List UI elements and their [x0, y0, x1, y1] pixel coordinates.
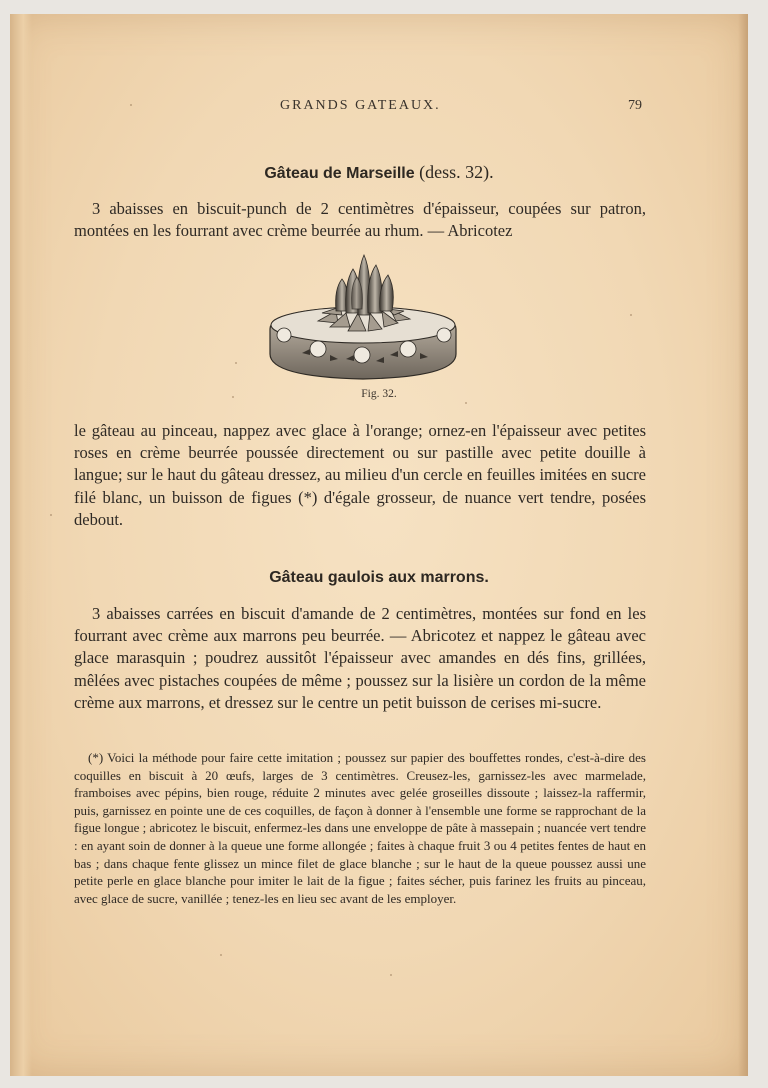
- page-number: 79: [628, 98, 642, 113]
- recipe-marseille-paragraph-2: le gâteau au pinceau, nappez avec glace à l'orange; ornez-en l'épaisseur avec petites roses en crème beurrée poussée directement ou sur pastille avec petite douille à langue; sur le haut du gâteau dressez, au milieu d'un cercle en feuilles imitées en sucre filé blanc, un buisson de figues (*) d'égale grosseur, de nuance vert tendre, posées debout.: [74, 421, 646, 529]
- footnote: (*) Voici la méthode pour faire cette imitation ; poussez sur papier des bouffettes rondes, c'est-à-dire des coquilles en biscuit à 20 œufs, larges de 3 centimètres. Creusez-les, garnissez-les avec marmelade, framboises avec pépins, bien rouge, réduite 2 minutes avec gelée groseilles dissoute ; laissez-la raffermir, puis, garnissez en pointe une de ces coquilles, de façon à donner à l'ensemble une forme se rapprochant de la figue longue ; abricotez le biscuit, enfermez-les dans une enveloppe de pâte à massepain ; nuancée vert tendre : en ayant soin de donner à la queue une forme allongée ; faites à chaque fruit 3 ou 4 petites fentes de haut en bas ; dans chaque fente glissez un mince filet de glace blanche ; sur le haut de la queue poussez aussi une petite perle en glace blanche pour imiter le lait de la figue ; faites sécher, puis farinez les fruits au pinceau, avec glace de sucre, vanillée ; tenez-les en lieu sec avant de les employer.: [74, 750, 646, 906]
- cake-illustration: [258, 249, 468, 389]
- recipe-gaulois-paragraph: 3 abaisses carrées en biscuit d'amande de 2 centimètres, montées sur fond en les fourrant avec crème aux marrons peu beurrée. — Abricotez et nappez le gâteau avec glace marasquin ; poudrez aussitôt l'épaisseur avec amandes en dés fins, grillées, mêlées avec pistaches coupées de même ; poussez sur la lisière un cordon de la même crème aux marrons, et dressez sur le centre un petit buisson de cerises mi-sucre.: [74, 604, 646, 712]
- recipe-marseille-paragraph-1: 3 abaisses en biscuit-punch de 2 centimètres d'épaisseur, coupées sur patron, montées en les fourrant avec crème beurrée au rhum. — Abricotez: [74, 199, 646, 241]
- running-title: GRANDS GATEAUX.: [280, 98, 441, 113]
- recipe-title-bold: Gâteau gaulois aux marrons.: [269, 569, 489, 586]
- figure-caption: Fig. 32.: [361, 388, 397, 400]
- recipe-title-bold: Gâteau de Marseille: [264, 165, 415, 182]
- recipe-title-gaulois: [10, 566, 748, 587]
- recipe-title-reference: (dess. 32).: [414, 162, 494, 182]
- recipe-title-marseille: [10, 162, 748, 183]
- book-page: [10, 14, 748, 1076]
